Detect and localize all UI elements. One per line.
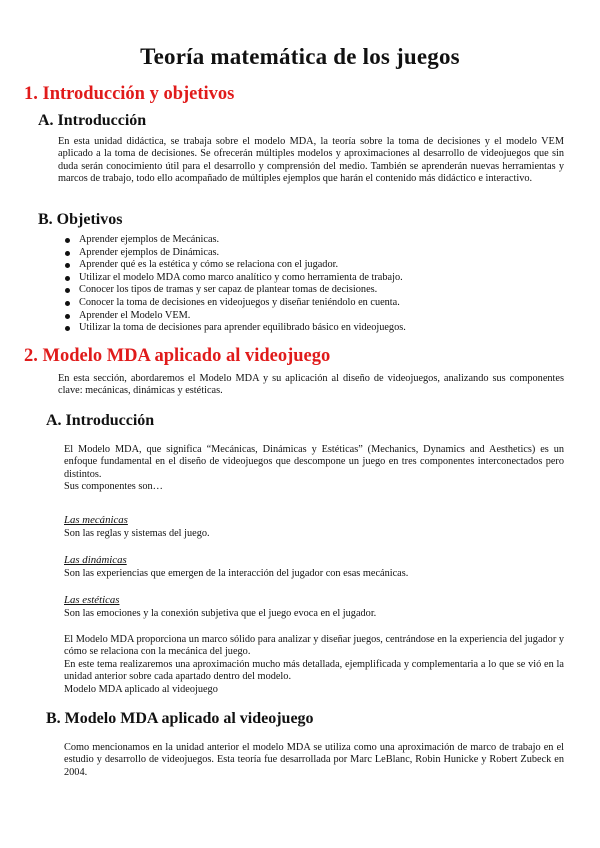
objectives-list (64, 234, 406, 335)
list-item: Conocer la toma de decisiones en videojuegos y diseñar teniéndolo en cuenta. (64, 297, 406, 310)
section-2b-paragraph: Como mencionamos en la unidad anterior el modelo MDA se utiliza como una aproximación de marco de trabajo en el estudio y desarrollo de videojuegos. Esta teoría fue desarrollada por Marc LeBlanc, Robin Hunicke y Robert Zubeck en 2004. (64, 742, 564, 778)
section-1b-heading: B. Objetivos (38, 211, 123, 228)
section-2-intro: En esta sección, abordaremos el Modelo MDA y su aplicación al diseño de videojuegos, analizando sus componentes clave: mecánicas, dinámicas y estéticas. (58, 373, 564, 397)
section-1a-paragraph: En esta unidad didáctica, se trabaja sobre el modelo MDA, la teoría sobre la toma de decisiones y el modelo VEM aplicado a la toma de decisiones. Se ofrecerán múltiples modelos y aproximaciones al desarrollo de videojuegos que sin duda serán conocimiento útil para el desarrollo y comprensión del medio. También se aprenderán nuevas herramientas y marcos de trabajo, todo ello acompañado de múltiples ejemplos que harán el contenido más didáctico e interactivo. (58, 136, 564, 185)
section-2a-closing (64, 634, 564, 696)
esteticas-title: Las estéticas (64, 594, 120, 606)
section-2a-paragraph (64, 444, 564, 494)
section-1-heading: 1. Introducción y objetivos (24, 84, 235, 104)
list-item: Utilizar la toma de decisiones para aprender equilibrado básico en videojuegos. (64, 322, 406, 335)
closing-paragraph-3: Modelo MDA aplicado al videojuego (64, 683, 218, 695)
mecanicas-title: Las mecánicas (64, 514, 128, 526)
mecanicas-text: Son las reglas y sistemas del juego. (64, 528, 210, 539)
components-intro: Sus componentes son… (64, 481, 163, 493)
section-2b-heading: B. Modelo MDA aplicado al videojuego (46, 710, 314, 727)
section-1a-heading: A. Introducción (38, 112, 147, 129)
list-item: Aprender el Modelo VEM. (64, 310, 406, 323)
closing-paragraph-1: El Modelo MDA proporciona un marco sólido para analizar y diseñar juegos, centrándose en la experiencia del jugador y cómo se relaciona con la mecánica del juego. (64, 634, 564, 658)
page-title: Teoría matemática de los juegos (140, 44, 460, 69)
list-item: Aprender qué es la estética y cómo se relaciona con el jugador. (64, 259, 406, 272)
list-item: Aprender ejemplos de Dinámicas. (64, 247, 406, 260)
list-item: Utilizar el modelo MDA como marco analítico y como herramienta de trabajo. (64, 272, 406, 285)
mda-definition: El Modelo MDA, que significa “Mecánicas, Dinámicas y Estéticas” (Mechanics, Dynamics and Aesthetics) es un enfoque fundamental en el diseño de videojuegos que descompone un juego en tres componentes interconectados pero distintos. (64, 444, 564, 480)
esteticas-text: Son las emociones y la conexión subjetiva que el juego evoca en el jugador. (64, 608, 377, 619)
closing-paragraph-2: En este tema realizaremos una aproximación mucho más detallada, ejemplificada y complementaria a lo que se vió en la unidad anterior sobre cada apartado dentro del modelo. (64, 658, 564, 683)
section-2-heading: 2. Modelo MDA aplicado al videojuego (24, 346, 331, 366)
list-item: Conocer los tipos de tramas y ser capaz de plantear tomas de decisiones. (64, 284, 406, 297)
section-2a-heading: A. Introducción (46, 412, 155, 429)
dinamicas-title: Las dinámicas (64, 554, 127, 566)
dinamicas-text: Son las experiencias que emergen de la interacción del jugador con esas mecánicas. (64, 568, 409, 579)
list-item: Aprender ejemplos de Mecánicas. (64, 234, 406, 247)
